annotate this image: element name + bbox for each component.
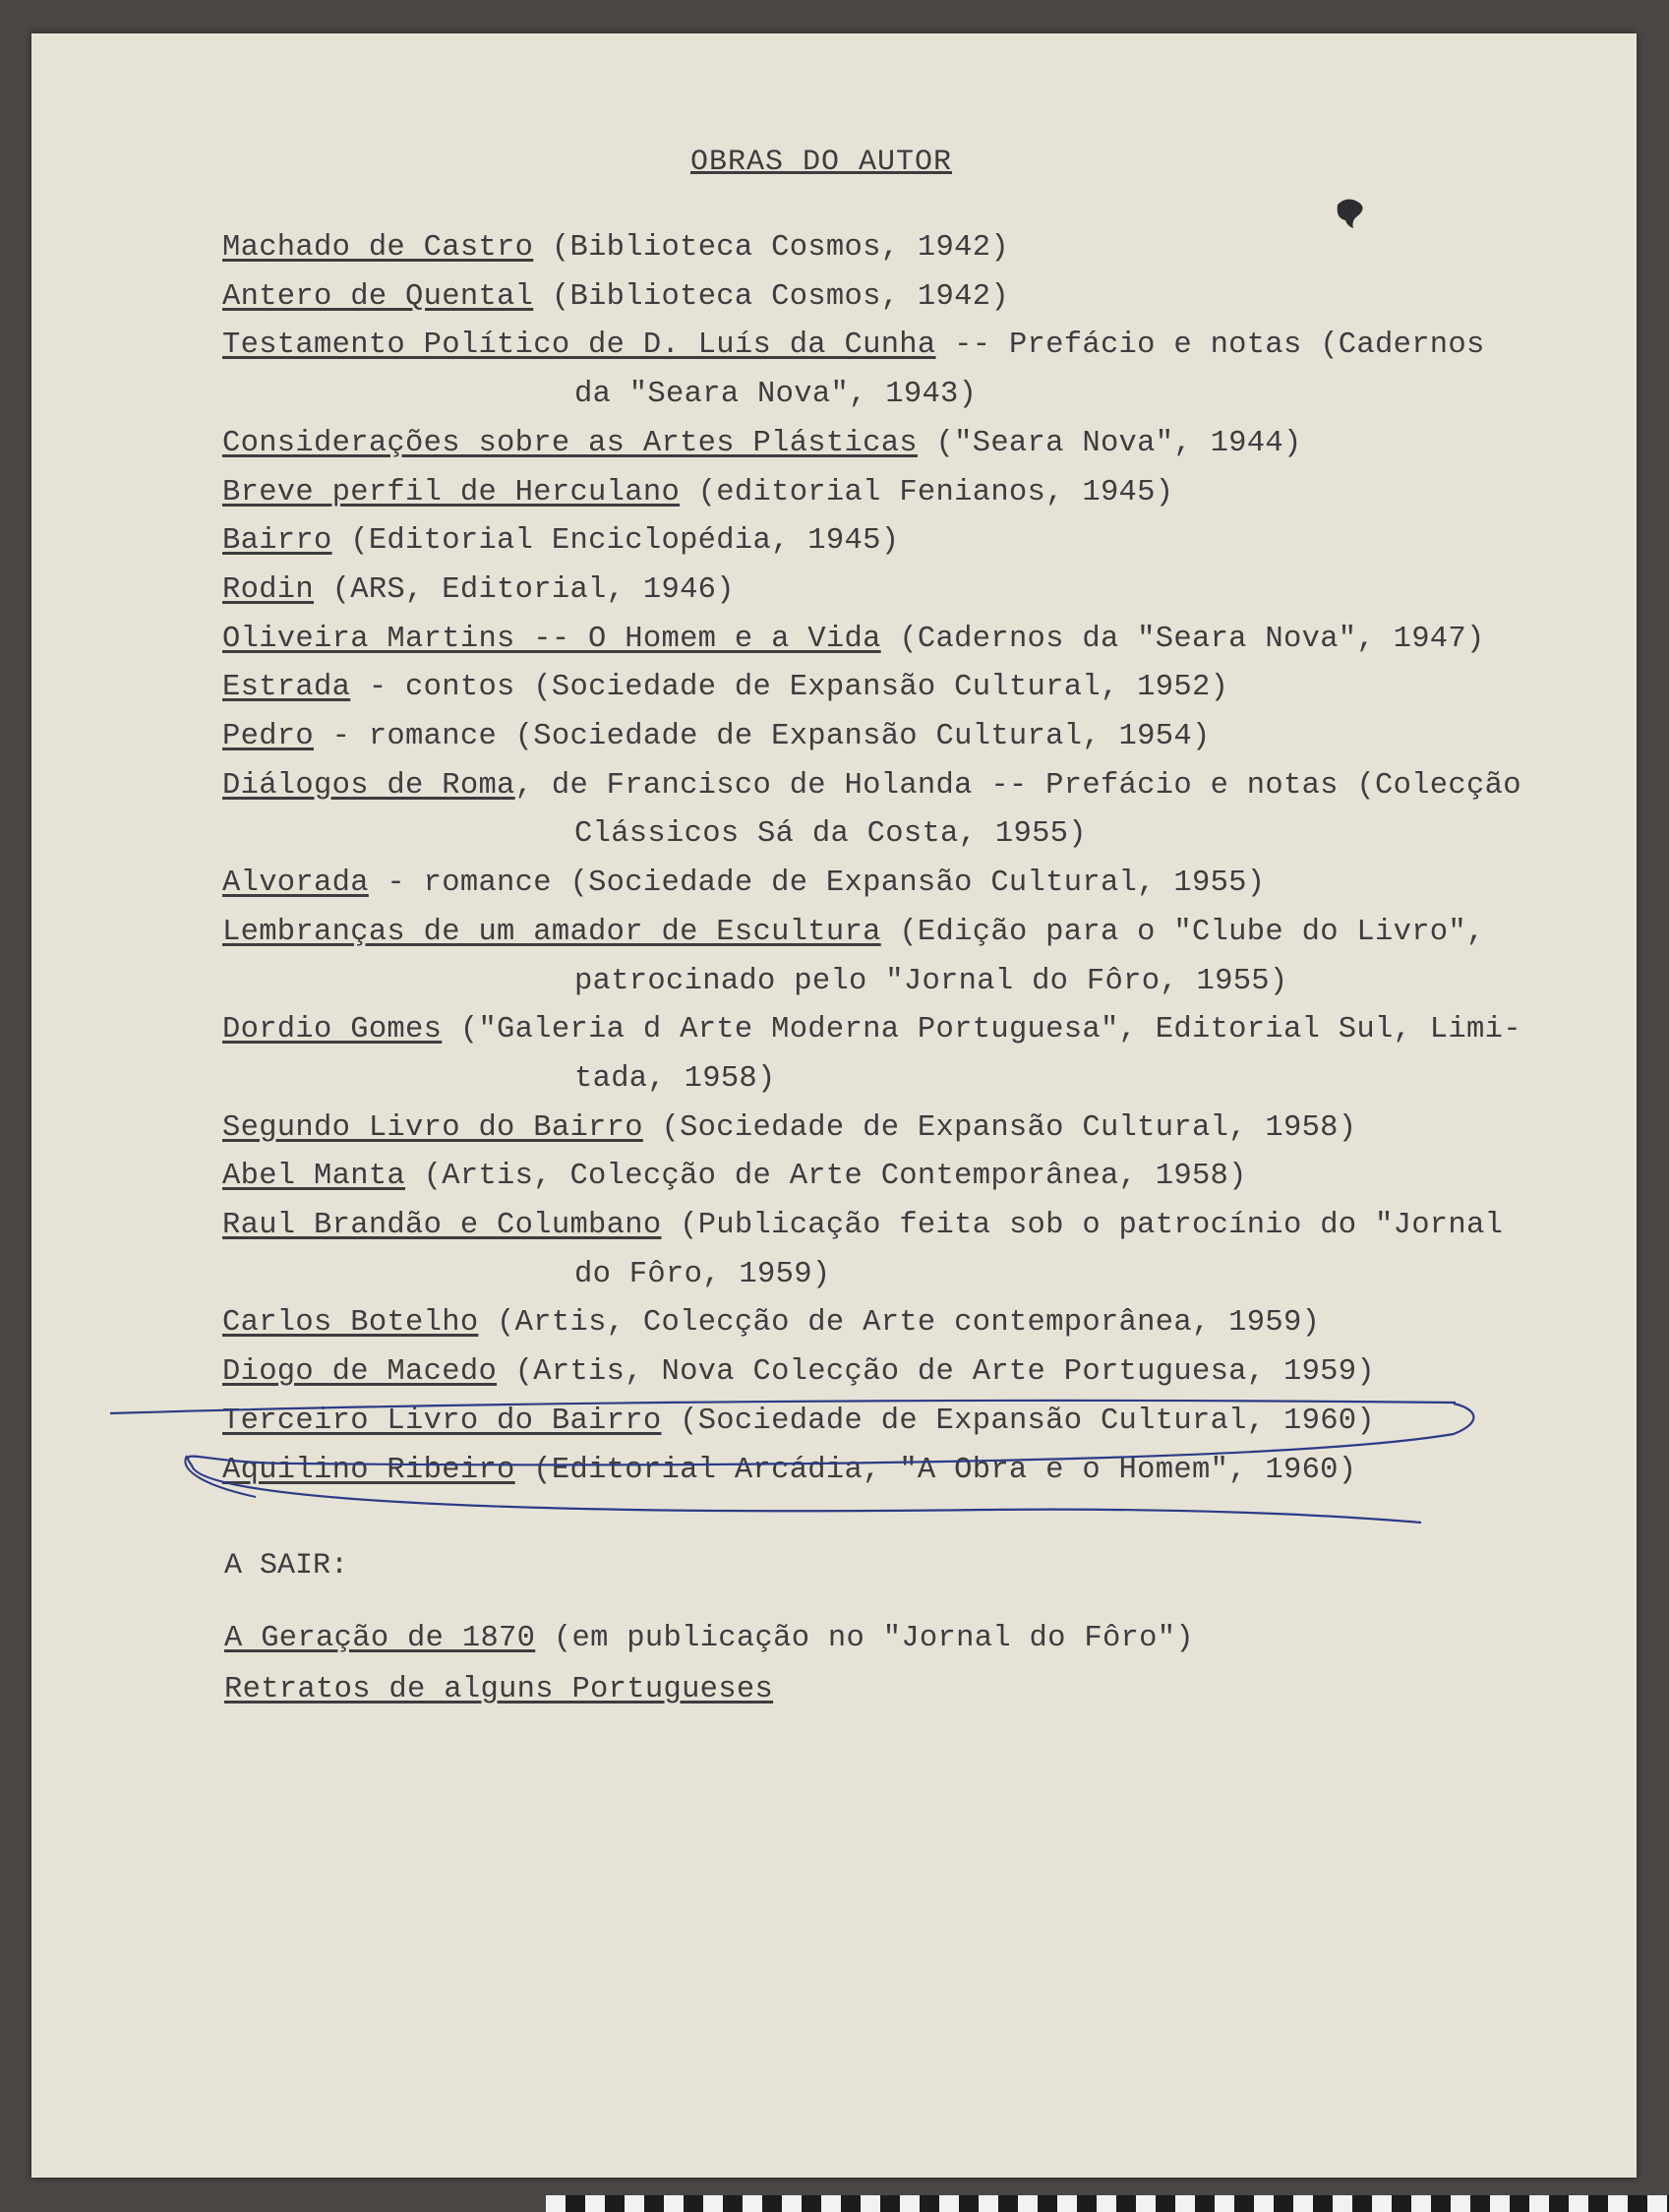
work-details: - contos (Sociedade de Expansão Cultural, 1952) [350,671,1229,705]
work-title: Alvorada [222,867,369,901]
work-entry [222,1202,1639,1251]
work-title: Estrada [222,671,351,705]
forthcoming-entry [224,1664,1194,1715]
work-title: Abel Manta [222,1160,406,1194]
work-entry [222,469,1639,518]
work-title: Dordio Gomes [222,1013,443,1047]
work-details: (Artis, Colecção de Arte Contemporânea, 1958) [405,1160,1247,1194]
work-entry [222,1299,1639,1348]
forthcoming-title: Retratos de alguns Portugueses [224,1673,774,1706]
work-title: Carlos Botelho [222,1306,479,1341]
work-title: Considerações sobre as Artes Plásticas [222,426,918,460]
work-details: , de Francisco de Holanda -- Prefácio e notas (Colecção [514,768,1521,803]
work-entry [222,909,1639,958]
forthcoming-heading: A SAIR: [224,1549,349,1583]
scale-ruler [546,2195,1669,2212]
work-entry [222,1105,1639,1154]
work-details: (Editorial Arcádia, "A Obra e o Homem", 1960) [514,1453,1357,1487]
work-entry [222,1153,1639,1202]
work-details: (ARS, Editorial, 1946) [314,572,735,607]
work-entry [222,616,1639,665]
work-entry [222,1006,1639,1055]
work-title: Segundo Livro do Bairro [222,1110,643,1145]
work-title: Diogo de Macedo [222,1355,498,1390]
work-details: (Sociedade de Expansão Cultural, 1960) [661,1404,1376,1438]
work-title: Lembranças de um amador de Escultura [222,915,881,949]
work-details: ("Galeria d Arte Moderna Portuguesa", Editorial Sul, Limi- [442,1013,1521,1047]
work-continuation: do Fôro, 1959) [574,1257,831,1291]
works-list [222,224,1639,1495]
work-entry [222,1348,1639,1398]
forthcoming-title: A Geração de 1870 [224,1622,536,1655]
work-entry [222,273,1639,323]
work-entry [222,567,1639,616]
work-continuation: tada, 1958) [574,1061,776,1096]
work-details: (Editorial Enciclopédia, 1945) [331,524,900,559]
forthcoming-entry [224,1613,1194,1664]
work-title: Breve perfil de Herculano [222,475,681,509]
work-continuation: patrocinado pelo "Jornal do Fôro, 1955) [574,964,1288,998]
work-title: Machado de Castro [222,231,534,265]
work-details: (Edição para o "Clube do Livro", [880,915,1485,949]
work-details: (Artis, Colecção de Arte contemporânea, 1959) [478,1306,1321,1341]
work-entry [222,713,1639,762]
work-details: (Artis, Nova Colecção de Arte Portuguesa, 1959) [497,1355,1375,1390]
forthcoming-list [224,1613,1194,1715]
work-continuation: Clássicos Sá da Costa, 1955) [574,817,1087,852]
work-title: Antero de Quental [222,279,534,314]
work-details: (Biblioteca Cosmos, 1942) [533,231,1009,265]
work-title: Terceiro Livro do Bairro [222,1404,662,1438]
work-details: - romance (Sociedade de Expansão Cultural, 1955) [368,867,1266,901]
work-details: (Publicação feita sob o patrocínio do "Jornal [661,1209,1504,1243]
work-title: Testamento Político de D. Luís da Cunha [222,329,936,363]
forthcoming-details: (em publicação no "Jornal do Fôro") [535,1622,1194,1655]
work-details: (Cadernos da "Seara Nova", 1947) [880,622,1485,656]
work-entry [222,224,1639,273]
work-entry [222,1447,1639,1496]
work-details: (editorial Fenianos, 1945) [680,475,1174,509]
work-title: Bairro [222,524,332,559]
work-entry [222,664,1639,713]
work-entry [222,1398,1639,1447]
page-title: OBRAS DO AUTOR [690,146,953,179]
work-entry [222,322,1639,371]
work-details: -- Prefácio e notas (Cadernos [935,329,1485,363]
work-continuation: da "Seara Nova", 1943) [574,378,978,412]
work-details: ("Seara Nova", 1944) [917,426,1302,460]
work-entry [222,762,1639,811]
work-details: - romance (Sociedade de Expansão Cultural, 1954) [314,720,1211,754]
work-title: Rodin [222,572,315,607]
work-title: Raul Brandão e Columbano [222,1209,662,1243]
work-details: (Biblioteca Cosmos, 1942) [533,279,1009,314]
work-title: Aquilino Ribeiro [222,1453,515,1487]
work-title: Diálogos de Roma [222,768,515,803]
work-title: Pedro [222,720,315,754]
work-entry [222,860,1639,909]
work-entry [222,517,1639,567]
work-title: Oliveira Martins -- O Homem e a Vida [222,622,881,656]
work-entry [222,420,1639,469]
work-details: (Sociedade de Expansão Cultural, 1958) [642,1110,1357,1145]
